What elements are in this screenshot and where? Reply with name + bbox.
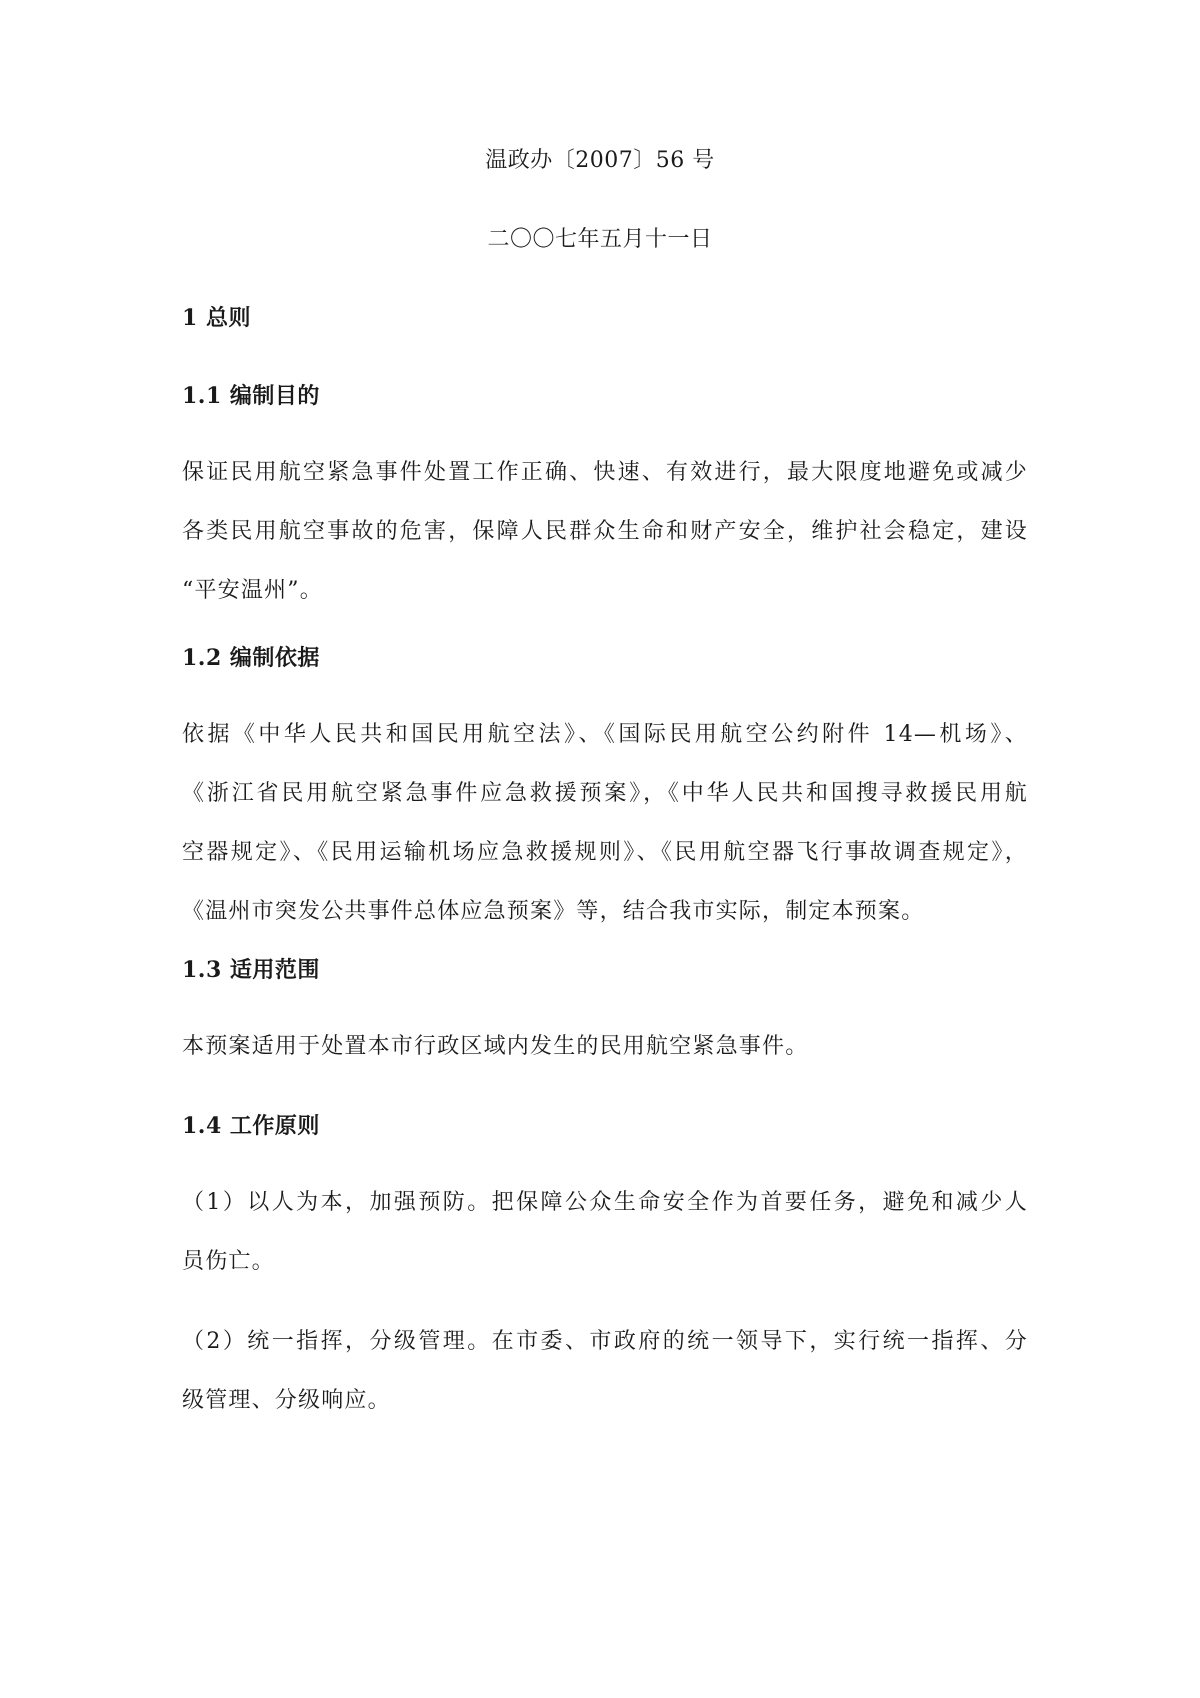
paragraph-line: 空器规定》、《民用运输机场应急救援规则》、《民用航空器飞行事故调查规定》， [182,840,1028,865]
paragraph-scope [182,1017,1028,1076]
paragraph-line: 级管理、分级响应。 [182,1388,391,1413]
paragraph-line: 《温州市突发公共事件总体应急预案》等，结合我市实际，制定本预案。 [182,899,925,924]
paragraph-line: （1）以人为本，加强预防。把保障公众生命安全作为首要任务，避免和减少人 [182,1190,1028,1215]
paragraph-line: “平安温州”。 [182,578,323,603]
document-date: 二〇〇七年五月十一日 [487,227,713,252]
paragraph-line: 本预案适用于处置本市行政区域内发生的民用航空紧急事件。 [182,1034,809,1059]
paragraph-line: 各类民用航空事故的危害，保障人民群众生命和财产安全，维护社会稳定，建设 [182,519,1028,544]
paragraph-principle-1 [182,1173,1028,1291]
section-heading-basis: 1.2 编制依据 [182,645,320,671]
paragraph-line: 依据《中华人民共和国民用航空法》、《国际民用航空公约附件 14—机场》、 [182,722,1028,747]
paragraph-principle-2 [182,1312,1028,1430]
paragraph-line: 《浙江省民用航空紧急事件应急救援预案》，《中华人民共和国搜寻救援民用航 [182,781,1028,806]
document-number: 温政办〔2007〕56 号 [485,148,715,173]
section-heading-principles: 1.4 工作原则 [182,1113,320,1139]
paragraph-basis [182,705,1028,941]
section-heading-scope: 1.3 适用范围 [182,957,320,983]
section-heading-general: 1 总则 [182,305,251,331]
paragraph-line: 保证民用航空紧急事件处置工作正确、快速、有效进行，最大限度地避免或减少 [182,460,1028,485]
paragraph-purpose [182,443,1028,620]
paragraph-line: （2）统一指挥，分级管理。在市委、市政府的统一领导下，实行统一指挥、分 [182,1329,1028,1354]
section-heading-purpose: 1.1 编制目的 [182,383,320,409]
paragraph-line: 员伤亡。 [182,1249,275,1274]
